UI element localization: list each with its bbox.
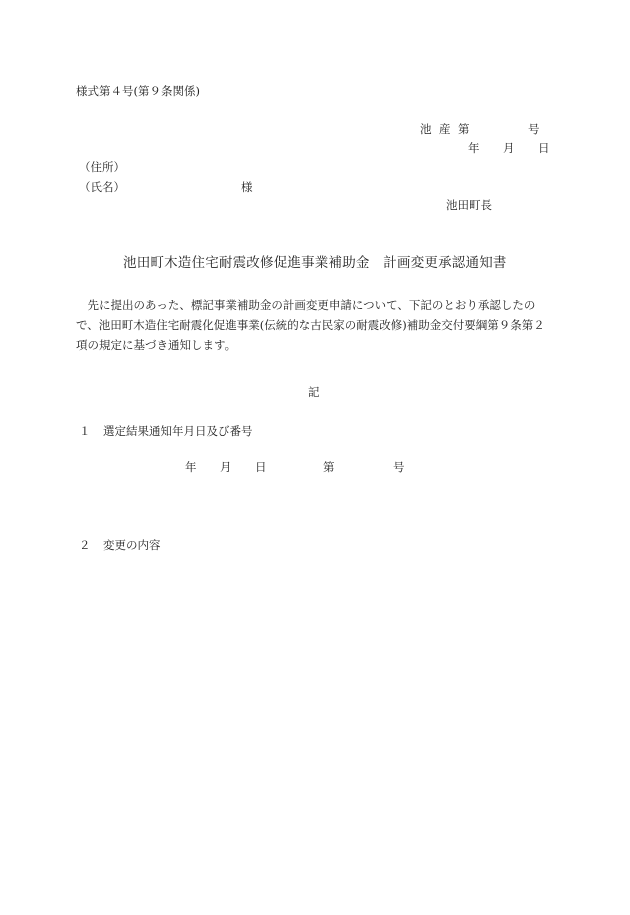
issuer-prefix-1: 池 (420, 122, 432, 136)
issue-date-year: 年 (468, 141, 480, 155)
prior-day: 日 (255, 460, 267, 474)
ki-heading: 記 (308, 385, 320, 399)
recipient-honorific: 様 (241, 180, 253, 194)
issuer-go: 号 (528, 122, 540, 136)
item-2-number: ２ (79, 538, 91, 552)
item-1-number: １ (79, 424, 91, 438)
issuer-dai: 第 (458, 122, 470, 136)
issue-date-month: 月 (503, 141, 515, 155)
issue-date-day: 日 (538, 141, 550, 155)
body-text: 先に提出のあった、標記事業補助金の計画変更申請について、下記のとおり承認したので、池田町木造住宅耐震化促進事業(伝統的な古民家の耐震改修)補助金交付要綱第９条第２項の規定に基づき通知します。 (76, 298, 545, 352)
recipient-name-label: （氏名） (79, 180, 125, 194)
issue-date (468, 143, 550, 155)
issuer-document-number (420, 124, 540, 136)
prior-dai: 第 (323, 460, 335, 474)
issuer-prefix-2: 産 (439, 122, 451, 136)
prior-go: 号 (393, 460, 405, 474)
item-1-label: 選定結果通知年月日及び番号 (103, 424, 253, 438)
form-number: 様式第４号(第９条関係) (76, 84, 200, 98)
item-1 (79, 426, 253, 438)
document-title: 池田町木造住宅耐震改修促進事業補助金 計画変更承認通知書 (123, 255, 507, 271)
prior-year: 年 (185, 460, 197, 474)
prior-notice-date-number (185, 462, 405, 474)
body-paragraph (76, 295, 556, 355)
recipient-address-label: （住所） (79, 160, 125, 174)
sender-name: 池田町長 (446, 198, 492, 212)
prior-month: 月 (220, 460, 232, 474)
item-2 (79, 540, 161, 552)
item-2-label: 変更の内容 (103, 538, 161, 552)
